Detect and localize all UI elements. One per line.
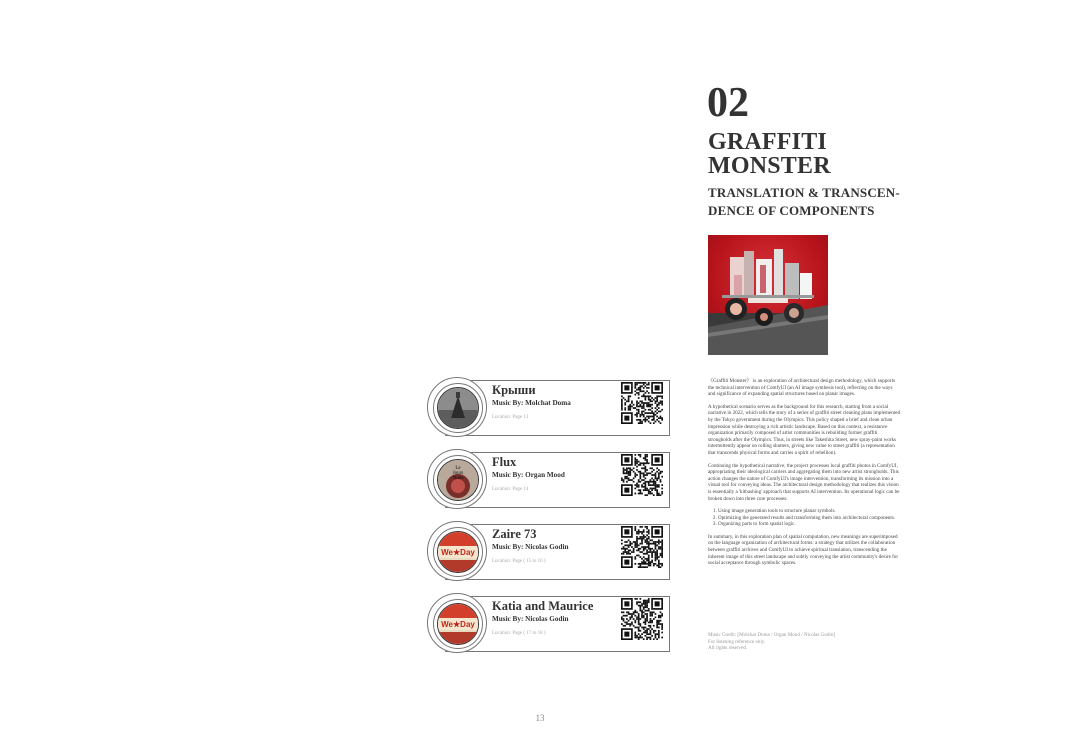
track-artist: Music By: Organ Mood bbox=[492, 471, 565, 479]
track-artist: Music By: Nicolas Godin bbox=[492, 615, 569, 623]
track-title: Zaire 73 bbox=[492, 527, 537, 541]
credits-line: For listening reference only. bbox=[708, 638, 766, 645]
svg-text:Jours: Jours bbox=[452, 471, 464, 476]
music-card[interactable] bbox=[427, 521, 671, 581]
credits-line: All rights reserved. bbox=[708, 645, 748, 652]
music-card[interactable] bbox=[427, 449, 671, 509]
process-list bbox=[708, 508, 900, 528]
music-card[interactable] bbox=[427, 593, 671, 653]
track-location: Location: Page ( 17 to 18 ) bbox=[492, 631, 546, 636]
list-item: 3. Organizing parts to form spatial logic. bbox=[718, 521, 900, 528]
album-cover-icon[interactable] bbox=[437, 603, 479, 645]
track-artist: Music By: Molchat Doma bbox=[492, 399, 571, 407]
list-item: 1. Using image generation tools to structure planar symbols. bbox=[718, 508, 900, 515]
track-location: Location: Page 14 bbox=[492, 487, 529, 492]
music-credits bbox=[708, 632, 900, 652]
qr-code-icon[interactable] bbox=[621, 526, 663, 568]
track-location: Location: Page 13 bbox=[492, 415, 529, 420]
svg-text:We★Day: We★Day bbox=[441, 548, 475, 557]
paragraph-intro: 《Graffiti Monster》 is an exploration of architectural design methodology, which supports the technical intervention of ComfyUI (an AI image synthesis tool), reflecting on the ways and significance of expanding spatial structures based on planar images. bbox=[708, 378, 896, 398]
title-line-2: MONSTER bbox=[708, 153, 831, 179]
title-line-1: GRAFFITI bbox=[708, 129, 827, 155]
svg-text:Nuits: Nuits bbox=[452, 476, 464, 481]
track-title: Крыши bbox=[492, 383, 536, 397]
paragraph-summary: In summary, in this exploration plan of spatial computation, new meanings are superimposed on the language organization of architectural forms: a strategy that utilizes the collaboration between graffiti archives and ComfyUI to achieve spiritual translation, transcending the inherent image of this street landscape and subtly conveying the artist community's desire for social acceptance through symbolic spaces. bbox=[708, 533, 899, 567]
page-number: 13 bbox=[535, 713, 545, 723]
subtitle-line-1: TRANSLATION & TRANSCEN- bbox=[708, 185, 900, 200]
list-item: 2. Optimizing the generated results and transforming them into architectural components. bbox=[718, 515, 900, 522]
paragraph-narrative: Continuing the hypothetical narrative, the project processes local graffiti photos in ComfyUI, appropriating their ideological carriers and aggregating them into new artist strongholds. This action changes the nature of ComfyUI's image intervention, transforming its mission into a visual tool for conveying ideas. The architectural design methodology that realizes this vision is essentially a 'kitbashing' approach that supports AI intervention. Its operational logic can be broken down into three core processes: bbox=[708, 462, 900, 502]
hero-image bbox=[708, 235, 828, 355]
album-cover-icon[interactable] bbox=[437, 387, 479, 429]
body-text bbox=[708, 378, 900, 573]
qr-code-icon[interactable] bbox=[621, 598, 663, 640]
track-title: Katia and Maurice bbox=[492, 599, 594, 613]
subtitle-line-2: DENCE OF COMPONENTS bbox=[708, 202, 875, 218]
track-artist: Music By: Nicolas Godin bbox=[492, 543, 569, 551]
svg-text:Le: Le bbox=[455, 466, 461, 471]
chapter-subtitle bbox=[708, 184, 928, 219]
qr-code-icon[interactable] bbox=[621, 382, 663, 424]
music-card[interactable] bbox=[427, 377, 671, 437]
album-cover-icon[interactable] bbox=[437, 531, 479, 573]
chapter-title bbox=[708, 130, 928, 178]
track-location: Location: Page ( 15 to 16 ) bbox=[492, 559, 546, 564]
chapter-number: 02 bbox=[707, 80, 749, 126]
qr-code-icon[interactable] bbox=[621, 454, 663, 496]
album-cover-icon[interactable] bbox=[437, 459, 479, 501]
track-title: Flux bbox=[492, 455, 517, 469]
svg-text:We★Day: We★Day bbox=[441, 620, 475, 629]
credits-line: Music Credit: [Molchat Doma / Organ Mood / Nicolas Godin] bbox=[708, 632, 836, 638]
paragraph-scenario: A hypothetical scenario serves as the background for this research, starting from a social narrative in 2022, which tells the story of a series of graffiti street cleaning plans implemented by the Tokyo government during the Olympics. This policy shaped a brief and clean urban impression while destroying a rich artistic landscape. Based on this context, a resistance organization primarily composed of artist communities is rebuilding former graffiti strongholds after the Olympics. Thus, in streets like Takeshita Street, new spray-paint works intermittently appear on rolling shutters, giving new value to street graffiti (a representation that transcends physical forms and carries a spirit of rebellion). bbox=[708, 403, 900, 456]
